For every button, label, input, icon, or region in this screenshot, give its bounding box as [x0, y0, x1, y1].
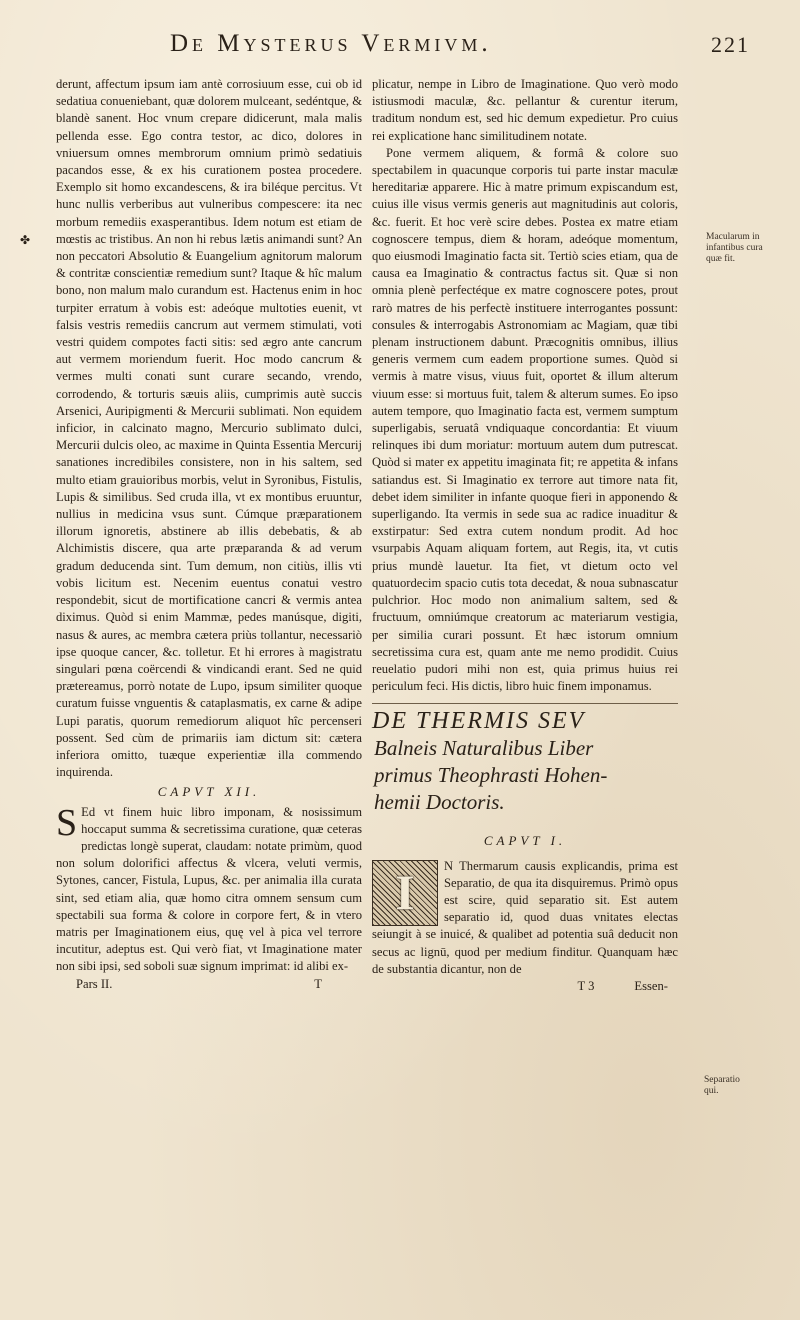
chapter-heading-xii: CAPVT XII. — [157, 784, 261, 800]
book-title-line-2: Balneis Naturalibus Liber — [374, 736, 594, 761]
book-title-line-1: DE THERMIS SEV — [372, 708, 586, 735]
right-catchline — [372, 978, 678, 995]
right-column — [372, 76, 678, 995]
marginal-flourish-ornament: ✤ — [20, 233, 31, 247]
catchword: Essen- — [634, 978, 668, 993]
chapter-i-text — [372, 858, 678, 978]
left-catchline — [56, 976, 362, 993]
signature-mark-right: T 3 — [577, 978, 595, 993]
margin-note-separatio: Separatio qui. — [704, 1075, 740, 1096]
ornate-initial-letter: I — [372, 860, 438, 926]
chapter-xii-text — [56, 801, 362, 976]
left-paragraph: derunt, affectum ipsum iam antè corrosiuum esse, cui ob id sedatiua conueniebant, quæ dolorem mulceant, sedéntque, & blandè sanent. Hoc vnum crepare didicerunt, mala malis pellenda esse. Ego contra testor, ac dico, dolores in vniuersum omnes membrorum omnium primò sedatiuis pacandos esse, & ex his curationem postea procedere. Exemplo sit homo excandescens, & ira biléque percitus. Vt hunc nullis verberibus aut vulneribus compescere: ita nec morbum remediis exasperantibus. Idem notum est etiam de mœstis ac tristibus. An non hi rebus lætis animandi sunt? An non peccatori Absolutio & Euangelium agnitorum malorum & contritæ conscientiæ remedium sunt? Itaque & hîc malum bono, non malum malo curandum est. Hactenus enim in hoc turpiter erratum à vobis est: adeóque multoties euenit, vt falsis vestris remediis cancrum aut vermem stimulati, voti vestri quidem compotes facti sitis: sed ægro ante cancrum aut vermem moriendum fuerit. Hoc modo cancrum & vermes multi conati sunt curare secando, vrendo, corrodendo, & torturis sæuis aliis, cumprimis autè succis Arsenici, Auripigmenti & Mercurii sublimati. Non equidem inficior, in calcinato magno, Mercurio sublimato dulci, Mercurii dulcis oleo, ac maxime in Quinta Essentia Mercurij sanationes incredibiles consistere, non in his saltem, sed multo etiam grauioribus morbis, velut in Syronibus, Fistulis, Lupis & similibus. Sed cruda illa, vt ex montibus eruuntur, nullius in medicina vsus sunt. Cúmque præparationem illorum ignoretis, abstinere ab illis debebatis, & ab Alchimistis discere, qua arte præparanda & ad verum gradum deducenda sint. Tum demum, non citiùs, illis vti vobis licitum est. Necenim euentus conatui vestro respondebit, sicut de mortificatione cancri & vermis antea diximus. Quòd si enim Mammæ, pedes manúsque, digiti, nasus & aures, ac membra cætera priùs tollantur, necessariò ipse quoque cancer, &c. tolletur. Et hi errores à magistratu singulari pœna coërcendi & vindicandi erant. Sed ne quid prætereamus, porrò notate de Lupo, ipsum similiter quoque curatum fuisse vnguentis & cataplasmatis, ex carne & adipe Lupi paratis, quorum remediorum aliquot hîc percenseri possent. Sed cùm de primariis iam dictum sit: cætera inferiora omitto, tuæque experientiæ illa commendo inquirenda. — [56, 77, 363, 780]
section-divider — [372, 703, 678, 704]
signature-mark: Pars II. — [76, 976, 113, 991]
chapter-xii-body: Ed vt finem huic libro imponam, & nosissimum hoccaput summa & secretissima curatione, quæ ceteras predictas longè superat, claudam: notate primùm, quod non solum dolorifici affectus & vlcera, veluti vermis, Sytones, cancer, Fistula, Lupus, &c. per animalia illa curata sint, sed etiam alia, quæ homo citra omnem sensum cum spectabili sua forma & colore in corpore fert, & in vtero matris per Imaginationem eius, quę vel à pica vel terrore incutitur, adeptus est. Qui verò fiat, vt Imaginatione mater non sibi ipsi, sed soboli suæ signum imprimat: id alibi ex- — [56, 804, 362, 974]
page-number: 221 — [711, 32, 750, 57]
book-title-line-3: primus Theophrasti Hohen- — [374, 763, 608, 788]
chapter-i-body: N Thermarum causis explicandis, prima est Separatio, de qua ita disquiremus. Primò opus est scire, quid separatio sit. Est autem separatio id, quod duas vnitates electas seiungit à se inuicé, & qualibet ad potentia suâ deducit non secus ac lignū, quod per medium finditur. Quanquam hæc de substantia dicantur, non de — [372, 858, 678, 976]
drop-cap-letter: S — [56, 801, 78, 844]
right-paragraph-2: Pone vermem aliquem, & formâ & colore suo spectabilem in quacunque corporis tui parte instar maculæ hereditariæ apparere. Hic à matre primum expiscandum est, cuius ille visus vermis generis aut magnitudinis aut coloris, &c. fuerit. Et hoc verè scire debes. Postea ex matre etiam cognoscere tempus, diem & horam, adeóque momentum, quo eiusmodi Imaginatio facta sit. Tertiò scies etiam, qua de causa ea Imaginatio & contractus factus sit. Quæ si non omnia plenè perfectéque ex matre cognoscere potes, prout rarò matres de his perfectè instituere interrogantes possunt: consules & interrogabis Astronomiam ac Magiam, quæ tibi plenam instructionem dabunt. Præcognitis omnibus, illius generis vermem cum eadem proportione sumes. Quòd si vermis à matre visus, viuus fuit, oportet & illum alterum viuum esse: si mortuus fuit, talem & alterum sumes. Eo ipso autem tempore, quo Imaginatio facta est, vermem sumptum superligabis, seruatâ vndiquaque concordantia: Et viuum relinques ibi dum moriatur: mortuum autem dum putrescat. Quòd si mater ex appetitu imaginata fit; re appetita & infans satiandus est. Si Imaginatio ex terrore aut timore nata fit, debet idem similiter in infante quoque fieri in apponendo & superligando. Ita vermis in sede sua ac radice inuaditur & exstirpatur: Sed extra cutem nondum prodit. Ad hoc vsurpabis Aquam aliquam fortem, aut Regis, ita, vt cutis prius mundè lauetur. Ita fiet, vt dietum octo vel quatuordecim spacio cutis tota decedat, & noua subnascatur pulchrior. Hoc modo non animalium saltem, sed & fructuum, omniúmque creatorum ac materiarum vestigia, per similia curari possunt. Et hæc istorum omnium secretissima cura est, quam ante me nemo prodidit. Cuius reuelatio pudori mihi non est, quia primus huius rei periculum feci. His dictis, libro huic finem imponamus. — [372, 145, 678, 694]
chapter-heading-i: CAPVT I. — [483, 833, 567, 849]
signature-letter: T — [314, 976, 322, 991]
left-column — [56, 76, 362, 993]
running-head: De Mysterus Vermivm. — [170, 30, 492, 57]
book-title-line-4: hemii Doctoris. — [374, 790, 505, 815]
page-header — [170, 30, 750, 70]
book-title — [372, 708, 678, 816]
right-paragraph-1: plicatur, nempe in Libro de Imaginatione. Quo verò modo istiusmodi maculæ, &c. pellantur & curentur iterum, traditum nondum est, sed hic demum expedietur. Pro cuius rei explicatione hanc similitudinem notate. — [372, 77, 678, 143]
margin-note-macula: Macularum in infantibus cura quæ fit. — [706, 232, 763, 264]
